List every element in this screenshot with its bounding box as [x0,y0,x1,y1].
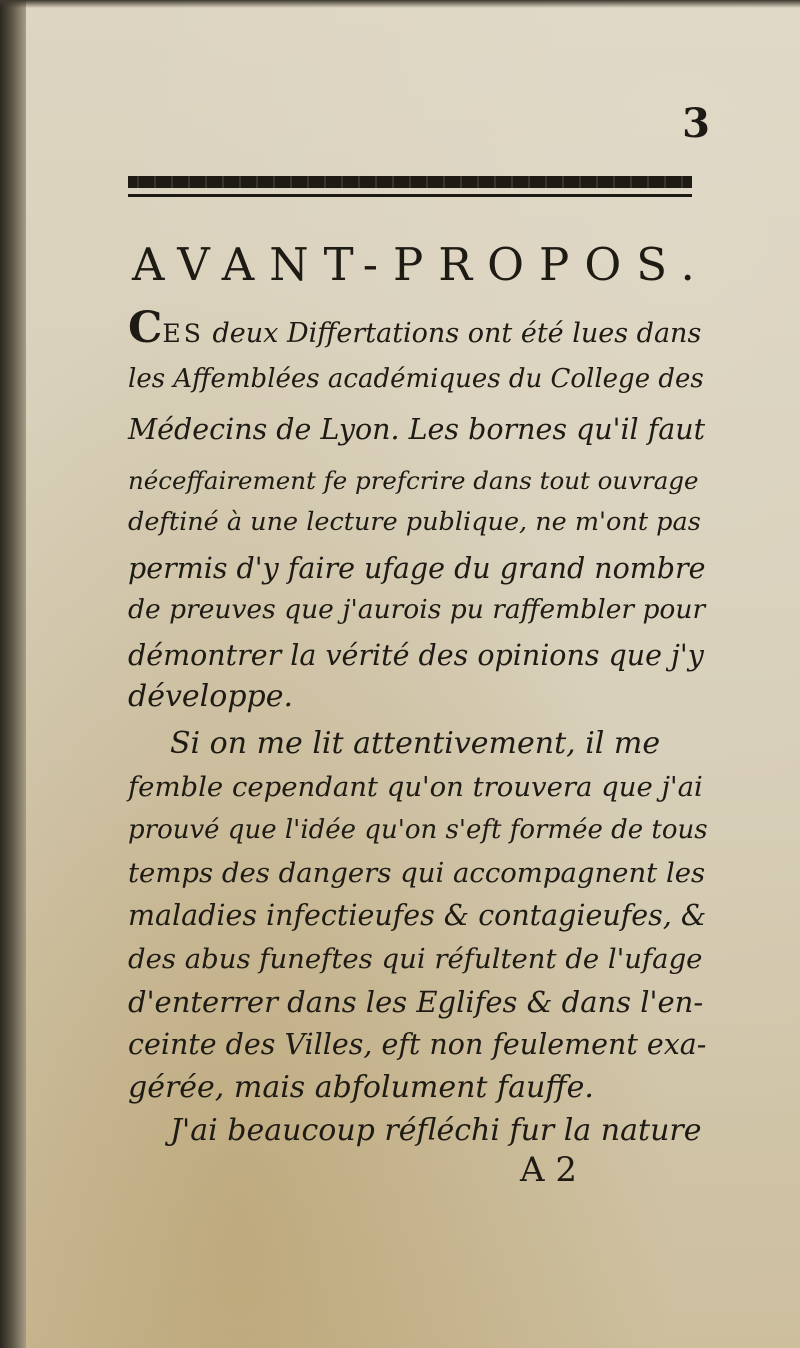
drop-cap: C [128,302,163,353]
text-line-15: des abus funeftes qui réfultent de l'ufage [128,943,703,975]
text-line-17: ceinte des Villes, eft non feulement exa- [128,1028,707,1061]
text-line-5: deftiné à une lecture publique, ne m'ont pas [128,507,701,537]
ornamental-rule-thin [128,194,692,197]
text-line-8: démontrer la vérité des opinions que j'y [128,639,704,672]
text-line-1 [128,302,708,356]
text-line-11: femble cependant qu'on trouvera que j'ai [128,771,703,803]
page-number: 3 [682,100,710,147]
page-top-edge [0,0,800,8]
text-line-16: d'enterrer dans les Eglifes & dans l'en- [128,985,704,1019]
book-spine-shadow [0,0,26,1348]
text-line-6: permis d'y faire ufage du grand nombre [128,552,706,585]
section-heading: AVANT-PROPOS. [132,238,710,291]
text-line-13: temps des dangers qui accompagnent les [128,857,706,889]
ornamental-rule-thick [128,176,692,188]
text-line-1-rest: deux Differtations ont été lues dans [203,318,702,349]
text-line-7: de preuves que j'aurois pu raffembler pour [128,594,706,625]
text-line-2: les Affemblées académiques du College des [128,364,704,394]
text-line-10: Si on me lit attentivement, il me [170,726,661,761]
text-line-3: Médecins de Lyon. Les bornes qu'il faut [128,413,706,446]
text-line-14: maladies infectieufes & contagieufes, & [128,899,707,932]
text-line-4: néceffairement fe prefcrire dans tout ouvrage [128,466,699,495]
text-line-19: J'ai beaucoup réfléchi fur la nature [170,1113,702,1148]
text-line-18: gérée, mais abfolument fauffe. [128,1070,594,1105]
first-word-small-caps: ES [162,319,204,348]
signature-mark: A 2 [520,1150,577,1190]
text-line-12: prouvé que l'idée qu'on s'eft formée de tous [128,815,708,845]
text-line-9: développe. [128,679,294,714]
